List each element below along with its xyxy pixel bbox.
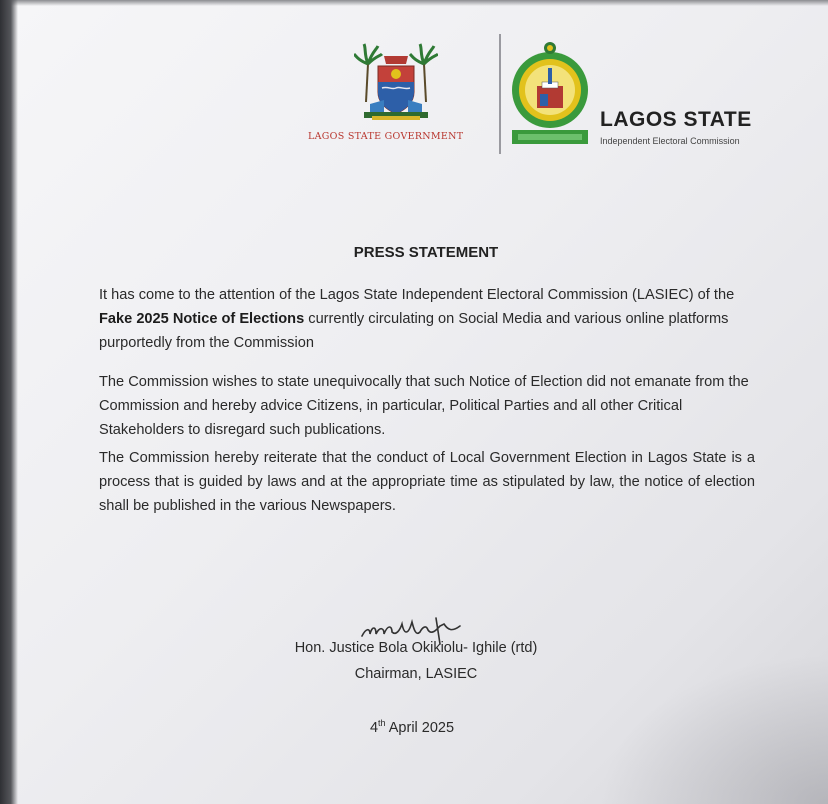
government-caption: LAGOS STATE GOVERNMENT — [308, 131, 464, 142]
signatory-title: Chairman, LASIEC — [354, 666, 478, 682]
paper-left-edge — [0, 0, 18, 804]
date-month-year: April 2025 — [385, 719, 455, 736]
paragraph-2: The Commission wishes to state unequivocally that such Notice of Election did not emanate from the Commission and hereby advice Citizens, in particular, Political Parties and all other Critical Stakeholders to disregard such publications. — [99, 374, 749, 438]
organization-name: LAGOS STATE — [600, 108, 752, 131]
organization-subtitle: Independent Electoral Commission — [600, 136, 740, 146]
lasiec-seal-icon — [510, 40, 590, 146]
signatory-name: Hon. Justice Bola Okikiolu- Ighile (rtd) — [294, 640, 538, 656]
statement-heading: PRESS STATEMENT — [353, 244, 499, 261]
paragraph-1-end: currently circulating on Social Media and various online platforms purportedly from the Commission — [99, 311, 729, 351]
paragraph-1-start: It has come to the attention of the Lagos State Independent Electoral Commission (LASIEC) of the — [99, 287, 735, 303]
header-divider — [499, 34, 501, 154]
statement-date — [0, 718, 826, 736]
paper-top-edge — [0, 0, 828, 6]
lagos-coat-of-arms-icon — [354, 42, 438, 122]
paragraph-3: The Commission hereby reiterate that the conduct of Local Government Election in Lagos State is a process that is guided by laws and at the appropriate time as stipulated by law, the notice of election shall be published in the various Newspapers. — [99, 450, 755, 514]
date-ordinal: th — [378, 718, 386, 728]
paragraph-1 — [99, 283, 755, 355]
paragraph-1-emphasis: Fake 2025 Notice of Elections — [99, 311, 305, 327]
date-day: 4 — [369, 719, 379, 736]
